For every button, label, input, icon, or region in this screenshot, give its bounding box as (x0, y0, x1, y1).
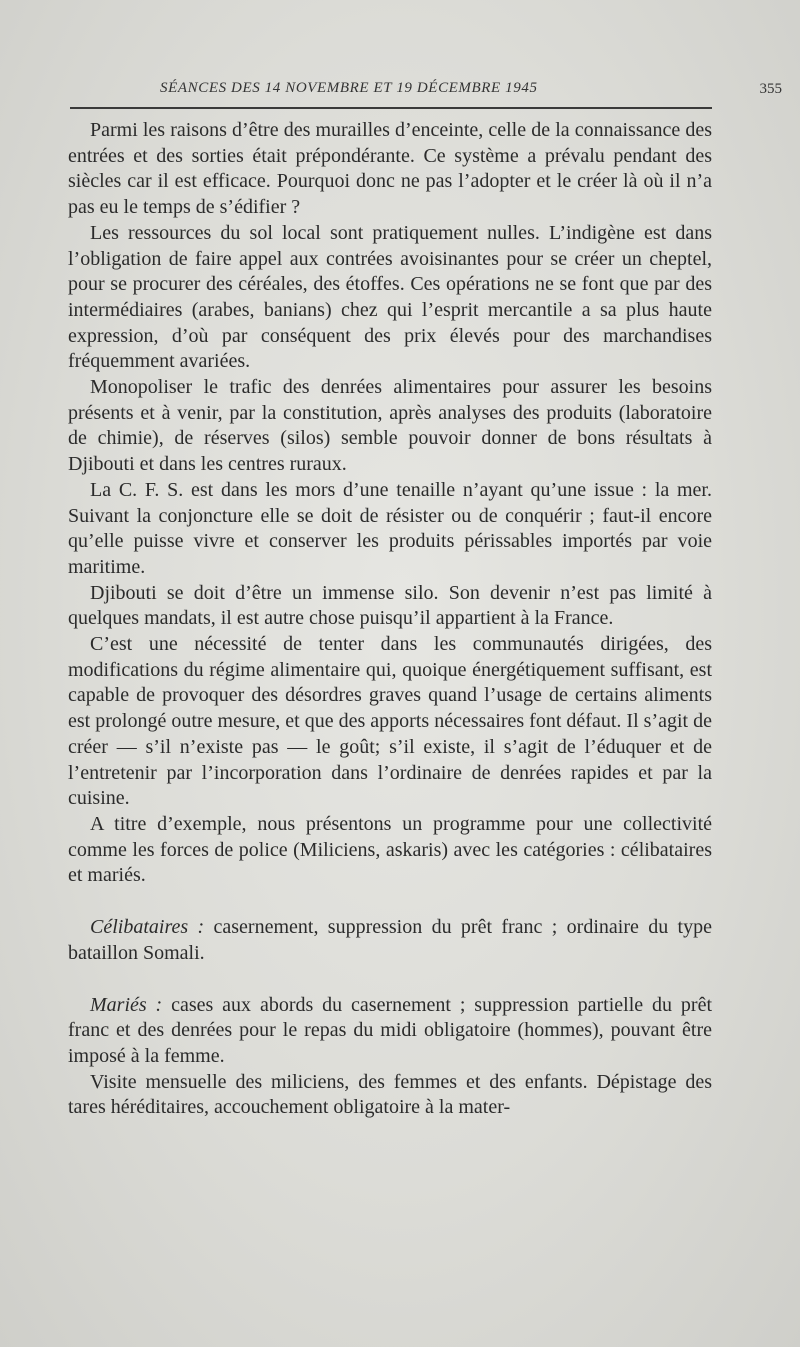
paragraph-maries (68, 993, 712, 1070)
running-title: SÉANCES DES 14 NOVEMBRE ET 19 DÉCEMBRE 1945 (160, 80, 538, 96)
paragraph-murailles: Parmi les raisons d’être des murailles d’enceinte, celle de la connaissance des entrées et des sorties était prépondérante. Ce système a prévalu pendant des siècles car il est efficace. Pourquoi donc ne pas l’adopter et le créer là où il n’a pas eu le temps de s’édifier ? (68, 119, 712, 219)
paragraph-djibouti-silo: Djibouti se doit d’être un immense silo. Son devenir n’est pas limité à quelques mandats, il est autre chose puisqu’il appartient à la France. (68, 581, 712, 630)
maries-lead: Mariés : (90, 993, 163, 1016)
header-rule (70, 107, 712, 109)
paragraph-exemple: A titre d’exemple, nous présentons un programme pour une collectivité comme les forces de police (Miliciens, askaris) avec les catégories : célibataires et mariés. (68, 812, 712, 887)
page-number: 355 (759, 81, 782, 97)
spacer (68, 889, 712, 915)
body-text (68, 118, 712, 1121)
paragraph-regime-alimentaire: C’est une nécessité de tenter dans les communautés dirigées, des modifications du régime alimentaire qui, quoique énergétiquement suffisant, est capable de provoquer des désordres graves quand l’usage de certains aliments est prolongé outre mesure, et que des apports nécessaires font défaut. Il s’agit de créer — s’il n’existe pas — le goût; s’il existe, il s’agit de l’éduquer et de l’entretenir par l’incorporation dans l’ordinaire de denrées rapides et par la cuisine. (68, 633, 712, 810)
running-header (0, 80, 800, 104)
spacer (68, 967, 712, 993)
paragraph-cfs: La C. F. S. est dans les mors d’une tenaille n’ayant qu’une issue : la mer. Suivant la conjoncture elle se doit de résister ou de conquérir ; faut-il encore qu’elle puisse vivre et conserver les produits périssables importés par voie maritime. (68, 478, 712, 578)
maries-text: cases aux abords du casernement ; suppression partielle du prêt franc et des denrées pour le repas du midi obligatoire (hommes), pouvant être imposé à la femme. (68, 993, 713, 1067)
celibataires-lead: Célibataires : (90, 916, 205, 939)
paragraph-ressources: Les ressources du sol local sont pratiquement nulles. L’indigène est dans l’obligation de faire appel aux contrées avoisinantes pour se créer un cheptel, pour se procurer des céréales, des étoffes. Ces opérations ne se font que par des intermédiaires (arabes, banians) chez qui l’esprit mercantile a sa plus haute expression, d’où par conséquent des prix élevés pour des marchandises fréquemment avariées. (68, 221, 712, 373)
paragraph-visite: Visite mensuelle des miliciens, des femmes et des enfants. Dépistage des tares héréditaires, accouchement obligatoire à la mater- (68, 1070, 712, 1119)
paragraph-monopoliser: Monopoliser le trafic des denrées alimentaires pour assurer les besoins présents et à venir, par la constitution, après analyses des produits (laboratoire de chimie), de réserves (silos) semble pouvoir donner de bons résultats à Djibouti et dans les centres ruraux. (68, 376, 712, 476)
celibataires-text: casernement, suppression du prêt franc ; ordinaire du type bataillon Somali. (68, 916, 712, 964)
paragraph-celibataires (68, 915, 712, 966)
